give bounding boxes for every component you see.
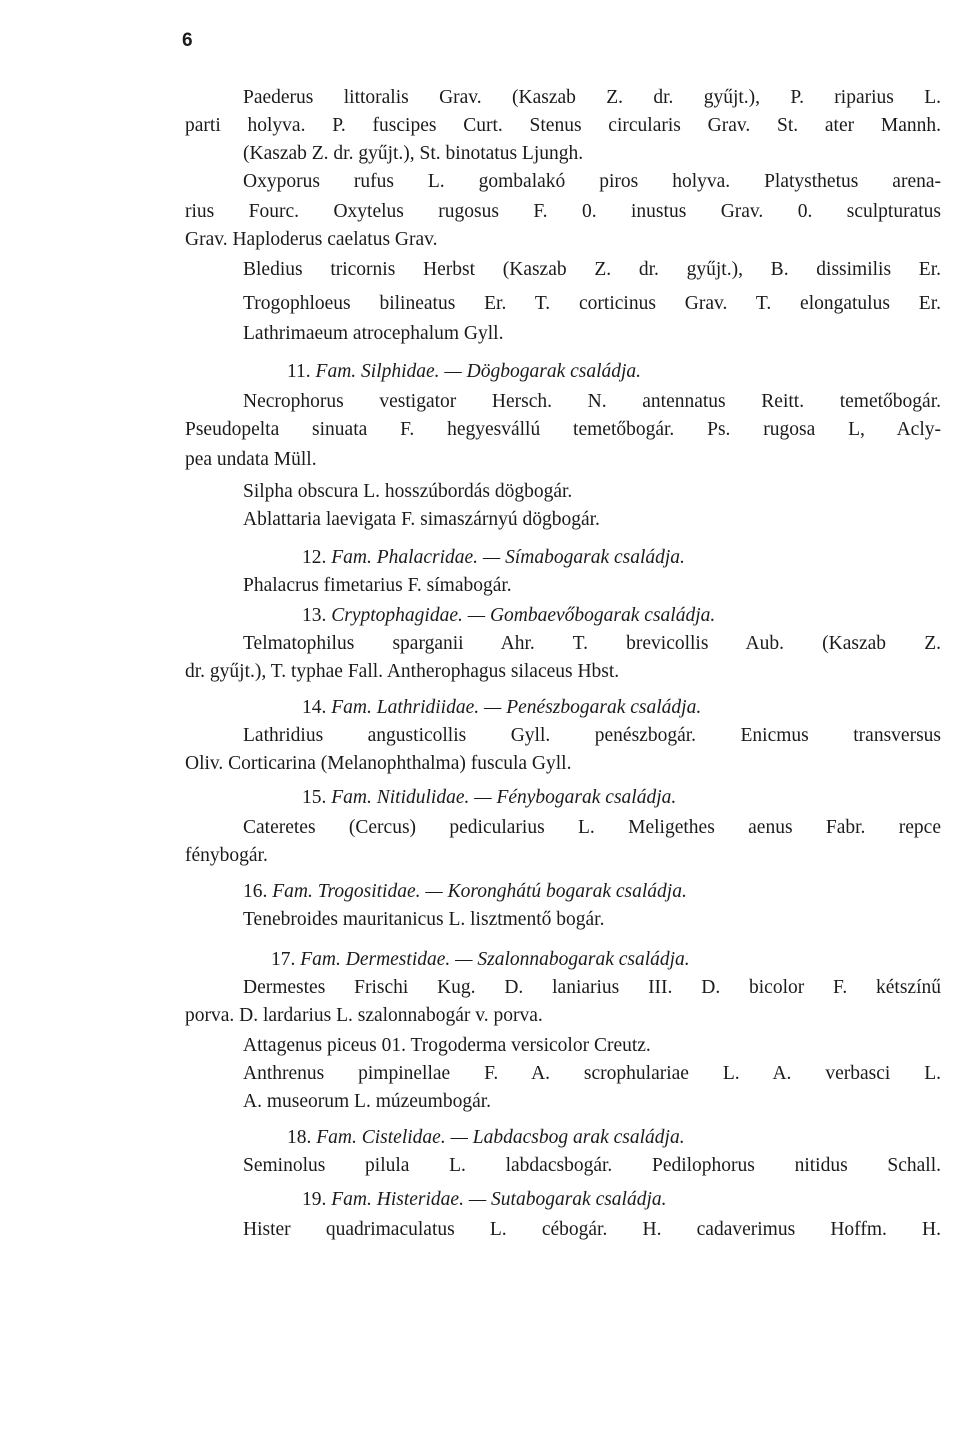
- text-segment: fénybogár.: [185, 845, 268, 866]
- text-segment: 13.: [302, 605, 332, 626]
- text-line: [185, 418, 941, 442]
- text-segment: A. museorum L. múzeumbogár.: [243, 1091, 492, 1112]
- text-line: [302, 786, 960, 810]
- text-line: [185, 752, 941, 776]
- text-segment: Bledius tricornis Herbst (Kaszab Z. dr. gyűjt.), B. dissimilis Er.: [243, 259, 941, 280]
- text-line: [302, 604, 960, 628]
- text-line: [243, 632, 941, 656]
- text-segment: 15.: [302, 787, 332, 808]
- text-line: [243, 322, 941, 346]
- text-segment: 14.: [302, 697, 332, 718]
- text-segment: Lathrimaeum atrocephalum Gyll.: [243, 323, 504, 344]
- text-line: [271, 948, 960, 972]
- text-segment: parti holyva. P. fuscipes Curt. Stenus circularis Grav. St. ater Mannh.: [185, 115, 941, 136]
- text-line: [243, 1090, 941, 1114]
- text-segment: Hister quadrimaculatus L. cébogár. H. cadaverimus Hoffm. H.: [243, 1219, 941, 1240]
- text-line: [185, 1004, 941, 1028]
- text-segment: Necrophorus vestigator Hersch. N. antennatus Reitt. temetőbogár.: [243, 391, 941, 412]
- text-line: [243, 1062, 941, 1086]
- text-line: [243, 170, 941, 194]
- text-line: [243, 508, 941, 532]
- family-heading-text: Cryptophagidae. — Gombaevőbogarak családja.: [331, 605, 716, 626]
- text-line: [243, 292, 941, 316]
- text-line: [243, 880, 941, 904]
- text-segment: Grav. Haploderus caelatus Grav.: [185, 229, 438, 250]
- text-line: [302, 696, 960, 720]
- text-line: [243, 908, 941, 932]
- text-line: [185, 844, 941, 868]
- text-segment: dr. gyűjt.), T. typhae Fall. Antherophagus silaceus Hbst.: [185, 661, 620, 682]
- text-line: [287, 1126, 960, 1150]
- family-heading-text: Fam. Silphidae. — Dögbogarak családja.: [315, 361, 642, 382]
- text-segment: Pseudopelta sinuata F. hegyesvállú temetőbogár. Ps. rugosa L, Acly-: [185, 419, 941, 440]
- text-segment: porva. D. lardarius L. szalonnabogár v. porva.: [185, 1005, 543, 1026]
- family-heading-text: Fam. Dermestidae. — Szalonnabogarak családja.: [300, 949, 690, 970]
- family-heading-text: Fam. Histeridae. — Sutabogarak családja.: [331, 1189, 667, 1210]
- text-line: [185, 114, 941, 138]
- text-segment: Dermestes Frischi Kug. D. laniarius III. D. bicolor F. kétszínű: [243, 977, 941, 998]
- text-line: [185, 200, 941, 224]
- text-segment: pea undata Müll.: [185, 449, 317, 470]
- text-segment: Anthrenus pimpinellae F. A. scrophulariae L. A. verbasci L.: [243, 1063, 941, 1084]
- text-segment: Phalacrus fimetarius F. símabogár.: [243, 575, 512, 596]
- text-line: [243, 86, 941, 110]
- text-segment: Silpha obscura L. hosszúbordás dögbogár.: [243, 481, 573, 502]
- text-segment: Ablattaria laevigata F. simaszárnyú dögbogár.: [243, 509, 600, 530]
- text-line: [243, 976, 941, 1000]
- text-segment: Lathridius angusticollis Gyll. penészbogár. Enicmus transversus: [243, 725, 941, 746]
- text-segment: 18.: [287, 1127, 317, 1148]
- text-segment: Telmatophilus sparganii Ahr. T. brevicollis Aub. (Kaszab Z.: [243, 633, 941, 654]
- text-segment: 11.: [287, 361, 316, 382]
- text-segment: Tenebroides mauritanicus L. lisztmentő bogár.: [243, 909, 605, 930]
- text-line: [185, 660, 941, 684]
- text-segment: Attagenus piceus 01. Trogoderma versicolor Creutz.: [243, 1035, 651, 1056]
- text-segment: (Kaszab Z. dr. gyűjt.), St. binotatus Ljungh.: [243, 143, 584, 164]
- family-heading-text: Fam. Cistelidae. — Labdacsbog arak családja.: [316, 1127, 685, 1148]
- family-heading-text: Fam. Phalacridae. — Símabogarak családja.: [331, 547, 685, 568]
- text-line: [243, 724, 941, 748]
- text-line: [243, 142, 941, 166]
- text-line: [287, 360, 960, 384]
- text-segment: Paederus littoralis Grav. (Kaszab Z. dr. gyűjt.), P. riparius L.: [243, 87, 941, 108]
- text-line: [243, 480, 941, 504]
- family-heading-text: Fam. Trogositidae. — Koronghátú bogarak családja.: [272, 881, 687, 902]
- text-line: [243, 1154, 941, 1178]
- text-line: [243, 258, 941, 282]
- text-segment: 16.: [243, 881, 273, 902]
- text-line: [185, 228, 941, 252]
- text-line: [243, 1034, 941, 1058]
- text-line: [243, 1218, 941, 1242]
- text-line: [243, 390, 941, 414]
- text-line: [243, 816, 941, 840]
- text-line: [302, 546, 960, 570]
- text-segment: 12.: [302, 547, 332, 568]
- text-segment: Oxyporus rufus L. gombalakó piros holyva. Platysthetus arena-: [243, 171, 941, 192]
- text-line: [302, 1188, 960, 1212]
- text-segment: 17.: [271, 949, 301, 970]
- text-line: [185, 448, 941, 472]
- family-heading-text: Fam. Nitidulidae. — Fénybogarak családja.: [331, 787, 677, 808]
- text-segment: Oliv. Corticarina (Melanophthalma) fuscula Gyll.: [185, 753, 572, 774]
- family-heading-text: Fam. Lathridiidae. — Penészbogarak családja.: [331, 697, 702, 718]
- text-segment: Seminolus pilula L. labdacsbogár. Pedilophorus nitidus Schall.: [243, 1155, 941, 1176]
- text-segment: rius Fourc. Oxytelus rugosus F. 0. inustus Grav. 0. sculpturatus: [185, 201, 941, 222]
- text-segment: Trogophloeus bilineatus Er. T. corticinus Grav. T. elongatulus Er.: [243, 293, 941, 314]
- page-number: 6: [182, 30, 193, 51]
- text-segment: Cateretes (Cercus) pedicularius L. Meligethes aenus Fabr. repce: [243, 817, 941, 838]
- text-segment: 19.: [302, 1189, 332, 1210]
- text-line: [243, 574, 941, 598]
